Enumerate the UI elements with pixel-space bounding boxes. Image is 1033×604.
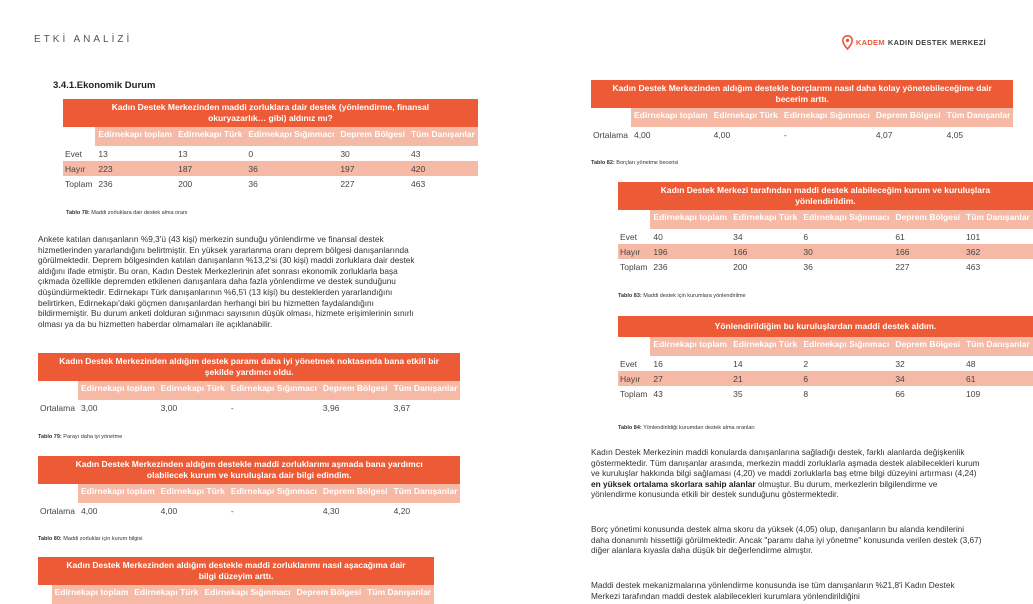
col-header: Edirnekapı toplam xyxy=(52,585,132,604)
table-title: Kadın Destek Merkezi tarafından maddi destek alabileceğim kurum ve kuruluşlara yönlendirildim. xyxy=(618,182,1033,210)
table-row: Toplam 43 35 8 66 109 xyxy=(620,388,981,399)
table-row: Evet 13 13 0 30 43 xyxy=(65,148,421,159)
col-header: Deprem Bölgesi xyxy=(892,210,963,229)
table-row: Hayır 27 21 6 34 61 xyxy=(618,371,1033,386)
col-header: Edirnekapı Türk xyxy=(131,585,201,604)
logo-brand: KADEM xyxy=(855,38,885,47)
table-row: Ortalama 3,00 3,00 - 3,96 3,67 xyxy=(40,402,411,413)
col-header: Tüm Danışanlar xyxy=(408,127,478,146)
col-header: Edirnekapı Türk xyxy=(158,484,228,503)
location-pin-icon xyxy=(842,35,853,50)
table-caption: Tablo 84: Yönlendirildiği kurumdan destek alma oranları xyxy=(618,425,755,431)
table-caption: Tablo 78: Maddi zorluklara dair destek alma oranı xyxy=(66,210,188,216)
col-header: Deprem Bölgesi xyxy=(294,585,365,604)
body-paragraph: Borç yönetimi konusunda destek alma skoru da yüksek (4,05) olup, danışanların bu alanda kendilerini daha donanımlı hissettiği görülmektedir. Ancak "paramı daha iyi yönetme" konusunda verilen destek (3,67) diğer alanlara kıyasla daha düşük bir değerlendirme almıştır. xyxy=(591,524,982,556)
col-header: Edirnekapı Türk xyxy=(158,381,228,400)
table-title: Kadın Destek Merkezinden aldığım destekle borçlarımı nasıl daha kolay yönetebileceğime dair becerim arttı. xyxy=(591,80,1013,108)
table-caption: Tablo 83: Maddi destek için kurumlara yönlendirilme xyxy=(618,293,746,299)
col-header: Tüm Danışanlar xyxy=(963,337,1033,356)
col-header: Edirnekapı Türk xyxy=(175,127,245,146)
col-header: Edirnekapı Türk xyxy=(730,210,800,229)
table-80 xyxy=(38,456,460,518)
col-header: Edirnekapı toplam xyxy=(650,210,730,229)
table-row: Toplam 236 200 36 227 463 xyxy=(620,261,981,272)
table-78 xyxy=(63,99,478,191)
col-header: Edirnekapı toplam xyxy=(95,127,175,146)
table-row: Ortalama 4,00 4,00 - 4,07 4,05 xyxy=(593,129,964,140)
col-header: Tüm Danışanlar xyxy=(391,484,461,503)
col-header: Edirnekapı toplam xyxy=(78,484,158,503)
col-header: Edirnekapı Sığınmacı xyxy=(228,484,320,503)
table-row: Hayır 196 166 30 166 362 xyxy=(618,244,1033,259)
col-header: Deprem Bölgesi xyxy=(892,337,963,356)
logo xyxy=(842,35,986,50)
col-header: Tüm Danışanlar xyxy=(963,210,1033,229)
table-row: Ortalama 4,00 4,00 - 4,30 4,20 xyxy=(40,505,411,516)
col-header: Edirnekapı Türk xyxy=(730,337,800,356)
table-79 xyxy=(38,353,460,415)
table-caption: Tablo 80: Maddi zorluklar için kurum bilgisi xyxy=(38,536,143,542)
table-title: Kadın Destek Merkezinden maddi zorluklara dair destek (yönlendirme, finansal okuryazarlık… gibi) aldınız mı? xyxy=(63,99,478,127)
table-title: Kadın Destek Merkezinden aldığım destek paramı daha iyi yönetmek noktasında bana etkili bir şekilde yardımcı oldu. xyxy=(38,353,460,381)
section-header: ETKİ ANALİZİ xyxy=(34,34,133,45)
col-header: Deprem Bölgesi xyxy=(873,108,944,127)
table-84 xyxy=(618,316,1033,401)
table-title: Kadın Destek Merkezinden aldığım destekle maddi zorluklarımı nasıl aşacağıma dair bilgi düzeyim arttı. xyxy=(38,557,434,585)
table-row: Hayır 223 187 36 197 420 xyxy=(63,161,478,176)
section-title: 3.4.1.Ekonomik Durum xyxy=(53,80,156,91)
body-paragraph: Kadın Destek Merkezinin maddi konularda danışanlarına sağladığı destek, farklı alanlarda değişkenlik göstermektedir. Tüm danışanlar arasında, merkezin maddi zorluklarla aşmada destek alabilecekleri kurum ve kuruluşlar hakkında bilgi sağlaması (4,20) ve maddi zorluklarla baş etme bilgi düzeyini artırması (4,24) en yüksek ortalama skorlara sahip alanlar olmuştur. Bu durum, merkezlerin bilgilendirme ve yönlendirme konusunda etkili bir destek sunduğunu göstermektedir. xyxy=(591,447,980,500)
table-caption: Tablo 79: Parayı daha iyi yönetme xyxy=(38,434,123,440)
table-row: Evet 16 14 2 32 48 xyxy=(620,358,976,369)
col-header: Edirnekapı Sığınmacı xyxy=(228,381,320,400)
table-title: Kadın Destek Merkezinden aldığım destekle maddi zorluklarımı aşmada bana yardımcı olabilecek kurum ve kuruluşlara dair bilgi edindim. xyxy=(38,456,460,484)
table-82 xyxy=(591,80,1013,142)
col-header: Edirnekapı Sığınmacı xyxy=(202,585,294,604)
col-header: Tüm Danışanlar xyxy=(364,585,434,604)
col-header: Edirnekapı toplam xyxy=(631,108,711,127)
col-header: Deprem Bölgesi xyxy=(337,127,408,146)
table-row: Toplam 236 200 36 227 463 xyxy=(65,178,426,189)
col-header: Edirnekapı Sığınmacı xyxy=(781,108,873,127)
col-header: Edirnekapı toplam xyxy=(78,381,158,400)
table-row: Evet 40 34 6 61 101 xyxy=(620,231,981,242)
col-header: Edirnekapı Sığınmacı xyxy=(245,127,337,146)
col-header: Edirnekapı toplam xyxy=(650,337,730,356)
table-83 xyxy=(618,182,1033,274)
body-paragraph: Ankete katılan danışanların %9,3'ü (43 kişi) merkezin sunduğu yönlendirme ve finansal destek hizmetlerinden yararlandığını belirtmiştir. En yüksek yararlanma oranı deprem bölgesi danışanlarında görülmektedir. Deprem bölgesinden katılan danışanların %13,2'si (30 kişi) maddi zorluklara dair destek aldığını ifade etmiştir. Bu oran, Kadın Destek Merkezlerinin afet sonrası ekonomik zorluklarla başa çıkmada özellikle depremden etkilenen danışanlara daha fazla yönlendirme ve destek sunduğunu düşündürmektedir. Edirnekapı Türk danışanlarının %6,5'i (13 kişi) bu desteklerden yararlandığını belirtirken, Edirnekapı'daki göçmen danışanlardan herhangi biri bu hizmetten faydalandığını bildirmemiştir. Bu durum anketi dolduran sığınmacı sayısının düşük olması, hizmete erişimlerinin sınırlı olması ya da bu hizmetten haberdar olmamaları ile açıklanabilir. xyxy=(38,234,415,329)
col-header: Edirnekapı Sığınmacı xyxy=(800,210,892,229)
table-caption: Tablo 82: Borçları yönetme becerisi xyxy=(591,160,679,166)
col-header: Tüm Danışanlar xyxy=(944,108,1014,127)
table-81 xyxy=(38,557,434,604)
col-header: Edirnekapı Sığınmacı xyxy=(800,337,892,356)
table-title: Yönlendirildiğim bu kuruluşlardan maddi destek aldım. xyxy=(618,316,1033,337)
col-header: Deprem Bölgesi xyxy=(320,381,391,400)
body-paragraph: Maddi destek mekanizmalarına yönlendirme konusunda ise tüm danışanların %21,8'i Kadın Destek Merkezi tarafından maddi destek alabilecekleri kurumlara yönlendirildiğini xyxy=(591,580,955,601)
col-header: Edirnekapı Türk xyxy=(711,108,781,127)
logo-text: KADIN DESTEK MERKEZİ xyxy=(887,38,986,47)
col-header: Deprem Bölgesi xyxy=(320,484,391,503)
col-header: Tüm Danışanlar xyxy=(391,381,461,400)
